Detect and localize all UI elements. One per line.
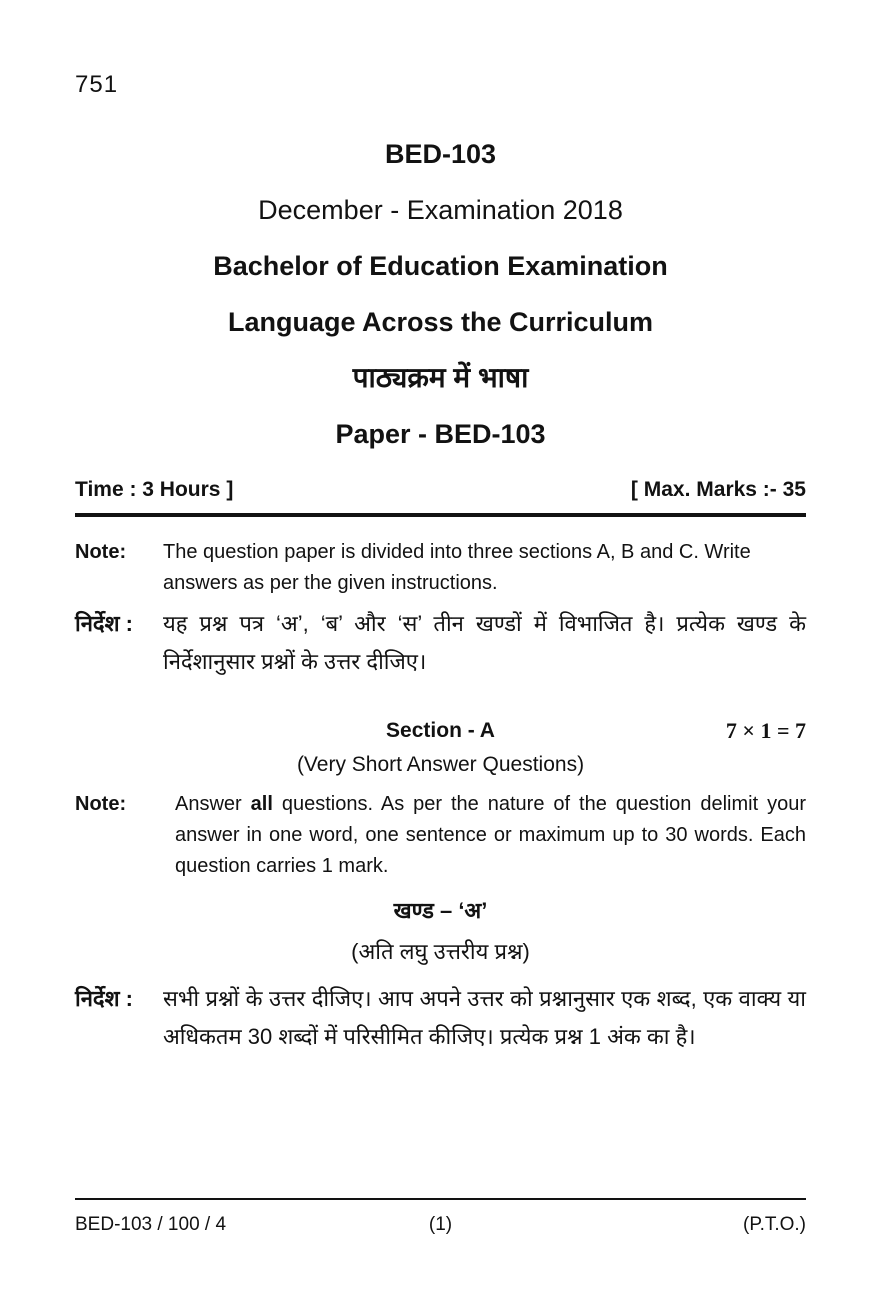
exam-paper-page [0, 70, 881, 1056]
section-a-heading [75, 717, 806, 745]
note-text-part: Answer [175, 793, 251, 815]
time-allowed: Time : 3 Hours ] [75, 478, 234, 501]
paper-header [75, 137, 806, 451]
khand-a-subtitle-hindi: (अति लघु उत्तरीय प्रश्न) [351, 939, 530, 964]
general-note-english [75, 537, 806, 599]
nirdesh-text: यह प्रश्न पत्र ‘अ’, ‘ब’ और ‘स’ तीन खण्डों में विभाजित है। प्रत्येक खण्ड के निर्देशानुसार प्रश्नों के उत्तर दीजिए। [163, 611, 806, 674]
section-a-subtitle: (Very Short Answer Questions) [296, 753, 585, 776]
section-a-note-label: Note: [75, 793, 127, 815]
note-text-part: questions. As per the nature of the question delimit your answer in one word, one sentence or maximum up to 30 words. Each question carries 1 mark. [175, 793, 806, 877]
subject-title-english: Language Across the Curriculum [227, 307, 654, 337]
note-text: The question paper is divided into three sections A, B and C. Write answers as per the given instructions. [163, 541, 751, 594]
section-a-note-english [75, 789, 806, 882]
footer-page-number: (1) [428, 1214, 453, 1235]
exam-name-title: Bachelor of Education Examination [213, 251, 668, 281]
max-marks: [ Max. Marks :- 35 [630, 478, 806, 501]
paper-label: Paper - BED-103 [335, 419, 546, 449]
subject-title-hindi: पाठ्यक्रम में भाषा [352, 362, 529, 393]
page-footer [75, 1198, 806, 1236]
time-marks-row [75, 477, 806, 503]
section-a-note-text [175, 789, 806, 882]
footer-paper-code: BED-103 / 100 / 4 [75, 1214, 227, 1235]
footer-pto: (P.T.O.) [743, 1214, 807, 1235]
serial-number: 751 [75, 71, 119, 98]
section-a-note-hindi [75, 980, 806, 1056]
section-a-title: Section - A [386, 719, 495, 742]
paper-code-title: BED-103 [384, 139, 497, 169]
general-note-hindi [75, 605, 806, 681]
section-a-nirdesh-label: निर्देश : [75, 986, 133, 1011]
exam-session-title: December - Examination 2018 [258, 195, 623, 225]
header-divider [75, 513, 806, 517]
note-label: Note: [75, 541, 127, 563]
section-a-marks-formula: 7 × 1 = 7 [725, 718, 806, 743]
section-a-nirdesh-text: सभी प्रश्नों के उत्तर दीजिए। आप अपने उत्तर को प्रश्नानुसार एक शब्द, एक वाक्य या अधिकतम 30 शब्दों में परिसीमित कीजिए। प्रत्येक प्रश्न 1 अंक का है। [163, 986, 806, 1049]
nirdesh-label: निर्देश : [75, 611, 133, 636]
note-text-emphasis: all [250, 793, 273, 815]
khand-a-title-hindi: खण्ड – ‘अ’ [393, 898, 488, 923]
